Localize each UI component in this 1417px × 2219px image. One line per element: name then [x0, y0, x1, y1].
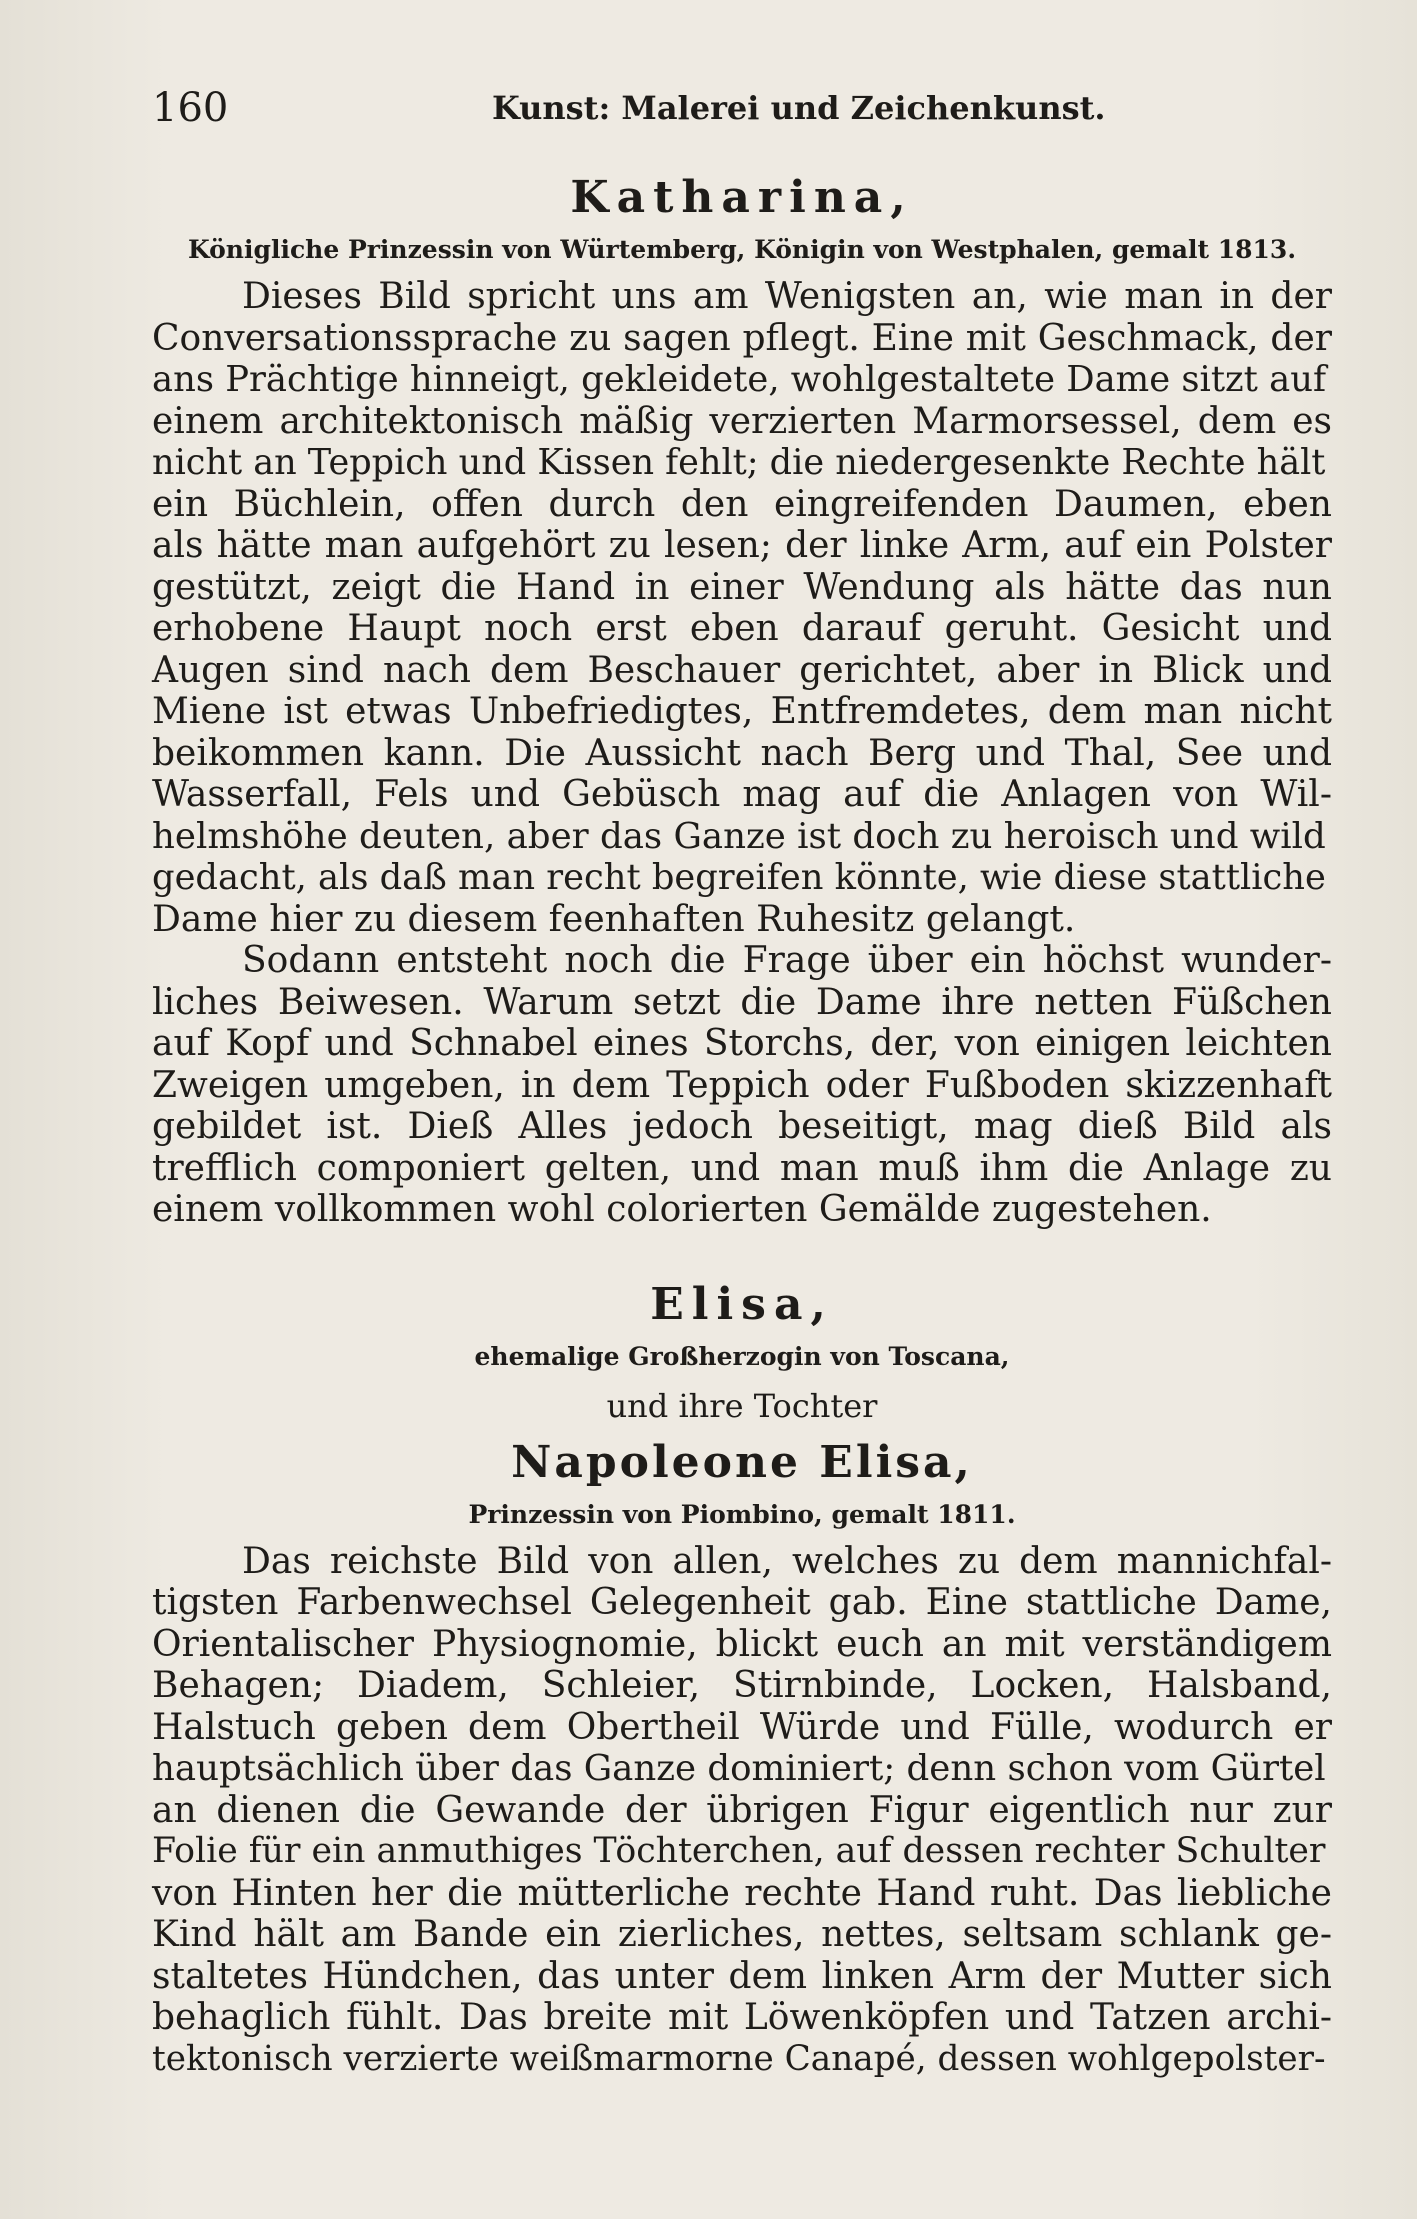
section-title-elisa: Elisa,: [650, 1278, 834, 1330]
page-header: [152, 82, 1332, 134]
text-line: erhobene Haupt noch erst eben darauf geruht. Gesicht und: [152, 608, 1332, 649]
text-line: einem architektonisch mäßig verzierten Marmorsessel, dem es: [152, 400, 1332, 442]
text-line: Sodann entsteht noch die Frage über ein höchst wunder-: [242, 940, 1332, 981]
text-line: als hätte man aufgehört zu lesen; der linke Arm, auf ein Polster: [152, 525, 1332, 566]
text-line: Dieses Bild spricht uns am Wenigsten an, wie man in der: [242, 276, 1332, 317]
text-line: Orientalischer Physiognomie, blickt euch an mit verständigem: [152, 1623, 1332, 1665]
text-line: Miene ist etwas Unbefriedigtes, Entfremdetes, dem man nicht: [152, 691, 1332, 732]
section-gap: [152, 1231, 1332, 1275]
text-line: Das reichste Bild von allen, welches zu dem mannichfal-: [242, 1540, 1332, 1582]
text-line: Conversationssprache zu sagen pflegt. Eine mit Geschmack, der: [152, 317, 1332, 359]
text-line: gedacht, als daß man recht begreifen könnte, wie diese stattliche: [152, 857, 1326, 898]
paragraph-katharina-1: [152, 276, 1332, 940]
text-line: Kind hält am Bande ein zierliches, nettes, seltsam schlank ge-: [152, 1914, 1332, 1955]
text-line: Dame hier zu diesem feenhaften Ruhesitz gelangt.: [152, 898, 1076, 940]
paragraph-katharina-2: [152, 940, 1332, 1231]
text-line: Zweigen umgeben, in dem Teppich oder Fußboden skizzenhaft: [152, 1064, 1332, 1106]
text-line: beikommen kann. Die Aussicht nach Berg und Thal, See und: [152, 732, 1332, 774]
section-connector: und ihre Tochter: [606, 1386, 878, 1425]
text-line: von Hinten her die mütterliche rechte Hand ruht. Das liebliche: [152, 1872, 1332, 1914]
text-line: tigsten Farbenwechsel Gelegenheit gab. Eine stattliche Dame,: [152, 1582, 1332, 1623]
text-line: Halstuch geben dem Obertheil Würde und Fülle, wodurch er: [152, 1706, 1332, 1748]
text-line: nicht an Teppich und Kissen fehlt; die niedergesenkte Rechte hält: [152, 442, 1326, 483]
text-line: liches Beiwesen. Warum setzt die Dame ihre netten Füßchen: [152, 981, 1332, 1023]
text-line: Wasserfall, Fels und Gebüsch mag auf die Anlagen von Wil-: [152, 774, 1332, 815]
text-line: ans Prächtige hinneigt, gekleidete, wohlgestaltete Dame sitzt auf: [152, 359, 1327, 400]
section-title-napoleone-elisa: Napoleone Elisa,: [511, 1436, 973, 1488]
text-line: helmshöhe deuten, aber das Ganze ist doch zu heroisch und wild: [152, 815, 1326, 857]
section-title-katharina: Katharina,: [570, 172, 914, 223]
text-line: einem vollkommen wohl colorierten Gemälde zugestehen.: [152, 1189, 1212, 1230]
page-body: [152, 168, 1332, 2080]
text-line: gestützt, zeigt die Hand in einer Wendung als hätte das nun: [152, 566, 1332, 608]
section-subtitle-elisa: ehemalige Großherzogin von Toscana,: [474, 1341, 1010, 1371]
text-line: ein Büchlein, offen durch den eingreifenden Daumen, eben: [152, 483, 1332, 525]
text-line: gebildet ist. Dieß Alles jedoch beseitigt, mag dieß Bild als: [152, 1106, 1332, 1147]
text-line: an dienen die Gewande der übrigen Figur eigentlich nur zur: [152, 1789, 1332, 1831]
section-subtitle-napoleone-elisa: Prinzessin von Piombino, gemalt 1811.: [468, 1499, 1016, 1529]
text-line: auf Kopf und Schnabel eines Storchs, der, von einigen leichten: [152, 1023, 1332, 1064]
text-line: tektonisch verzierte weißmarmorne Canapé, dessen wohlgepolster-: [152, 2038, 1326, 2079]
section-subtitle-katharina: Königliche Prinzessin von Würtemberg, Königin von Westphalen, gemalt 1813.: [187, 235, 1297, 264]
paragraph-elisa-1: [152, 1541, 1332, 2081]
text-line: Folie für ein anmuthiges Töchterchen, auf dessen rechter Schulter: [152, 1831, 1326, 1871]
text-line: behaglich fühlt. Das breite mit Löwenköpfen und Tatzen archi-: [152, 1997, 1332, 2038]
text-line: Behagen; Diadem, Schleier, Stirnbinde, Locken, Halsband,: [152, 1665, 1332, 1706]
running-head: Kunst: Malerei und Zeichenkunst.: [492, 89, 1106, 127]
text-line: hauptsächlich über das Ganze dominiert; denn schon vom Gürtel: [152, 1748, 1326, 1789]
text-line: trefflich componiert gelten, und man muß ihm die Anlage zu: [152, 1147, 1332, 1189]
text-line: staltetes Hündchen, das unter dem linken Arm der Mutter sich: [152, 1955, 1332, 1997]
page-number: 160: [152, 85, 229, 131]
text-line: Augen sind nach dem Beschauer gerichtet, aber in Blick und: [152, 649, 1332, 691]
